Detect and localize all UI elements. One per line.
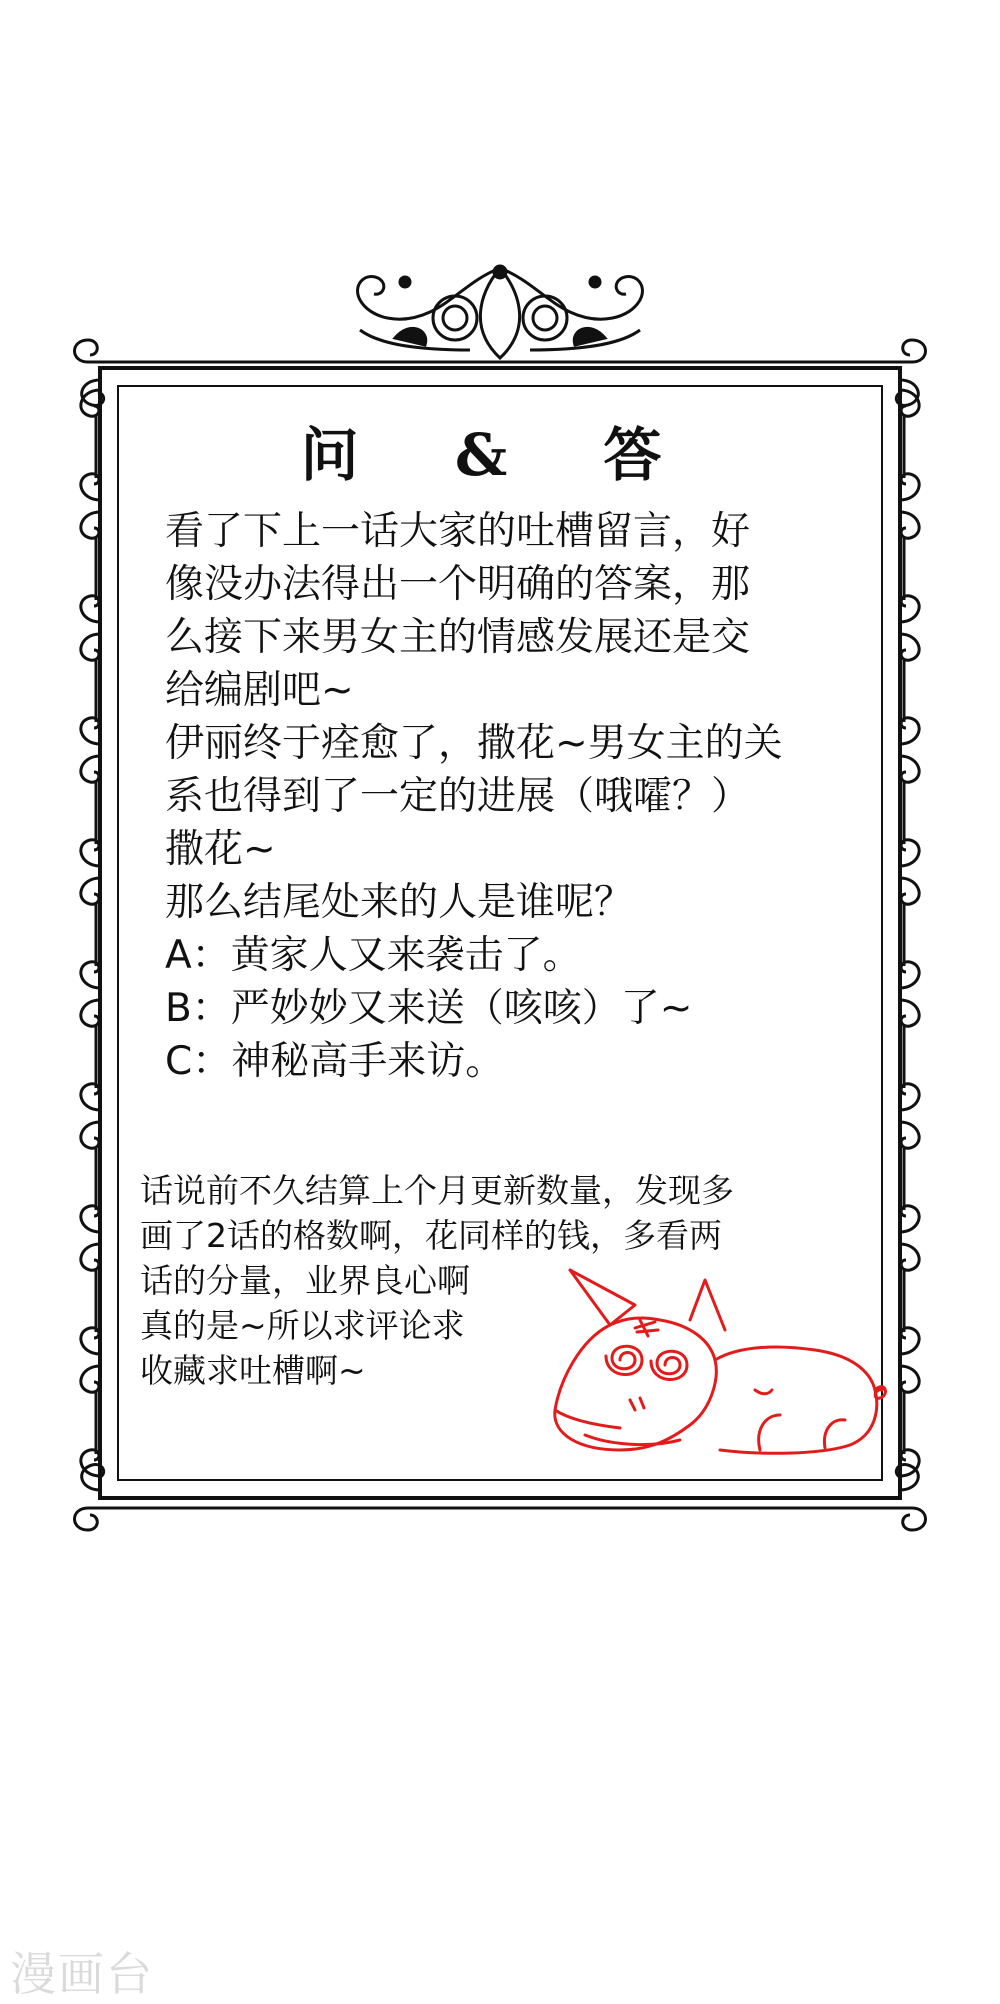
scroll-ornament-left-icon: [81, 1366, 100, 1476]
scroll-ornament-left-icon: [81, 634, 100, 744]
body-line: 撒花~: [165, 827, 276, 872]
scroll-ornament-left-icon: [81, 878, 100, 988]
body-line: 给编剧吧~: [165, 668, 354, 713]
sleepy-pig-doodle-icon: [540, 1250, 890, 1480]
scroll-ornament-right-icon: [900, 1366, 919, 1476]
scroll-ornament-right-icon: [900, 1000, 919, 1110]
body-line: 系也得到了一定的进展（哦嚯？）: [165, 774, 751, 819]
scroll-ornament-left-icon: [81, 1122, 100, 1232]
scroll-ornament-left-icon: [81, 756, 100, 866]
scroll-ornament-right-icon: [900, 878, 919, 988]
scroll-ornament-right-icon: [900, 634, 919, 744]
note-line: 收藏求吐槽啊~: [140, 1351, 366, 1390]
body-line: 像没办法得出一个明确的答案，那: [165, 562, 751, 607]
option-c: C：神秘高手来访。: [165, 1039, 505, 1084]
scroll-ornament-right-icon: [900, 1244, 919, 1354]
note-line: 话说前不久结算上个月更新数量，发现多: [140, 1171, 734, 1210]
body-line: 么接下来男女主的情感发展还是交: [165, 615, 751, 660]
body-line: 伊丽终于痊愈了，撒花~男女主的关: [165, 721, 783, 766]
scroll-ornament-left-icon: [81, 1000, 100, 1110]
body-line: 那么结尾处来的人是谁呢？: [165, 880, 634, 925]
scroll-ornament-right-icon: [900, 756, 919, 866]
scroll-ornament-left-icon: [81, 512, 100, 622]
scroll-ornament-left-icon: [81, 1244, 100, 1354]
option-b: B：严妙妙又来送（咳咳）了~: [165, 986, 693, 1031]
scroll-ornament-right-icon: [900, 1122, 919, 1232]
page-title: 问 & 答: [300, 421, 700, 489]
note-line: 话的分量，业界良心啊: [140, 1261, 470, 1300]
qa-body: [165, 505, 885, 1088]
option-a: A：黄家人又来袭击了。: [165, 933, 582, 978]
watermark: 漫画台: [10, 1947, 154, 2001]
note-line: 画了2话的格数啊，花同样的钱，多看两: [140, 1216, 722, 1255]
note-line: 真的是~所以求评论求: [140, 1306, 465, 1345]
body-line: 看了下上一话大家的吐槽留言，好: [165, 509, 751, 554]
scroll-ornament-right-icon: [900, 512, 919, 622]
